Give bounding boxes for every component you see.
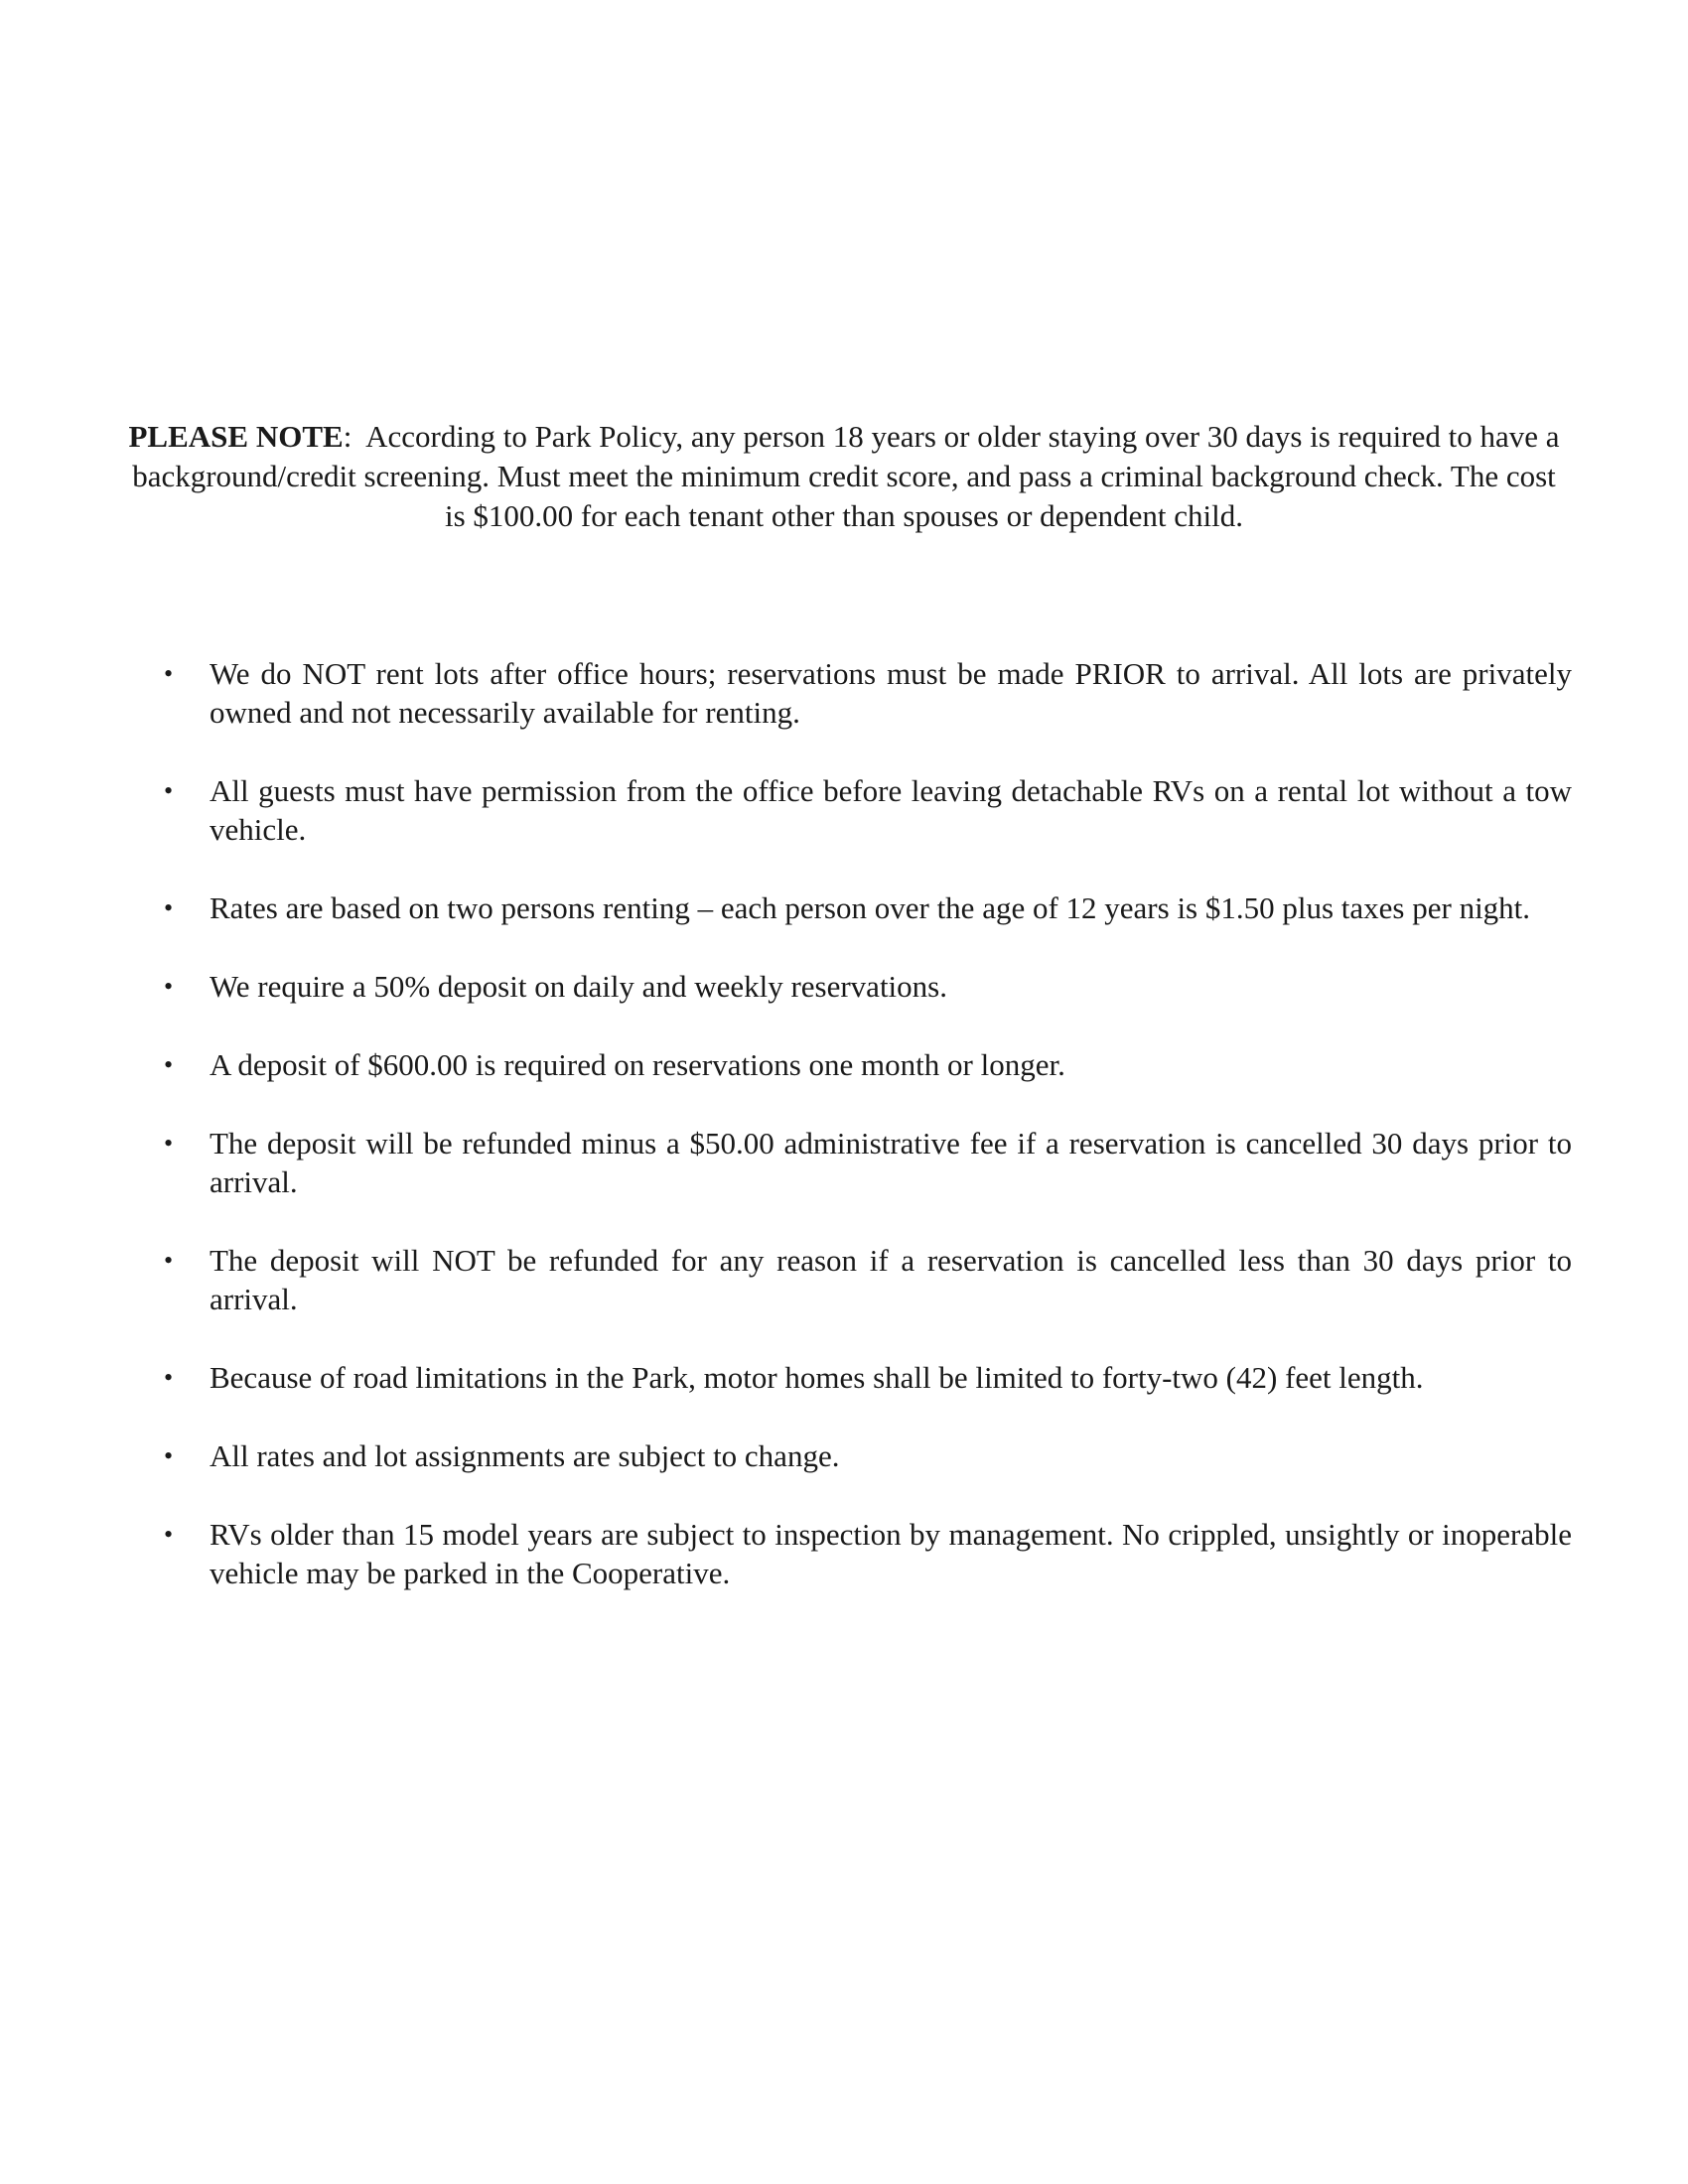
list-item: • We do NOT rent lots after office hours; reservations must be made PRIOR to arrival. All lots are privately owned and not necessarily available for renting.: [164, 656, 1572, 730]
bullet-icon: •: [164, 893, 174, 922]
bullet-icon: •: [164, 1520, 174, 1549]
please-note-label: PLEASE NOTE: [128, 419, 344, 454]
bullet-icon: •: [164, 972, 174, 1001]
bullet-icon: •: [164, 1441, 174, 1470]
list-item: • The deposit will be refunded minus a $50.00 administrative fee if a reservation is cancelled 30 days prior to arrival.: [164, 1126, 1572, 1199]
list-item: • Because of road limitations in the Park, motor homes shall be limited to forty-two (42) feet length.: [164, 1360, 1424, 1395]
bullet-icon: •: [164, 1363, 174, 1392]
list-item: • All guests must have permission from the office before leaving detachable RVs on a rental lot without a tow vehicle.: [164, 773, 1572, 847]
bullet-icon: •: [164, 776, 174, 805]
list-item: • We require a 50% deposit on daily and weekly reservations.: [164, 969, 947, 1004]
list-item: • All rates and lot assignments are subject to change.: [164, 1438, 840, 1473]
bullet-icon: •: [164, 1129, 174, 1158]
list-item: • RVs older than 15 model years are subject to inspection by management. No crippled, unsightly or inoperable vehicle may be parked in the Cooperative.: [164, 1517, 1572, 1590]
please-note-text: According to Park Policy, any person 18 years or older staying over 30 days is required to have a background/credit screening. Must meet the minimum credit score, and pass a criminal background check. The cost is $100.00 for each tenant other than spouses or dependent child.: [132, 419, 1560, 533]
list-item: • The deposit will NOT be refunded for any reason if a reservation is cancelled less than 30 days prior to arrival.: [164, 1243, 1572, 1316]
bullet-icon: •: [164, 1050, 174, 1079]
please-note-paragraph: PLEASE NOTE: According to Park Policy, any person 18 years or older staying over 30 days is required to have a background/credit screening. Must meet the minimum credit score, and pass a criminal background check. The cost is $100.00 for each tenant other than spouses or dependent child.: [128, 419, 1560, 533]
list-item: • A deposit of $600.00 is required on reservations one month or longer.: [164, 1047, 1065, 1082]
policy-list: [0, 654, 1688, 1632]
list-item: • Rates are based on two persons renting – each person over the age of 12 years is $1.50 plus taxes per night.: [164, 890, 1531, 925]
bullet-icon: •: [164, 659, 174, 688]
bullet-icon: •: [164, 1246, 174, 1275]
